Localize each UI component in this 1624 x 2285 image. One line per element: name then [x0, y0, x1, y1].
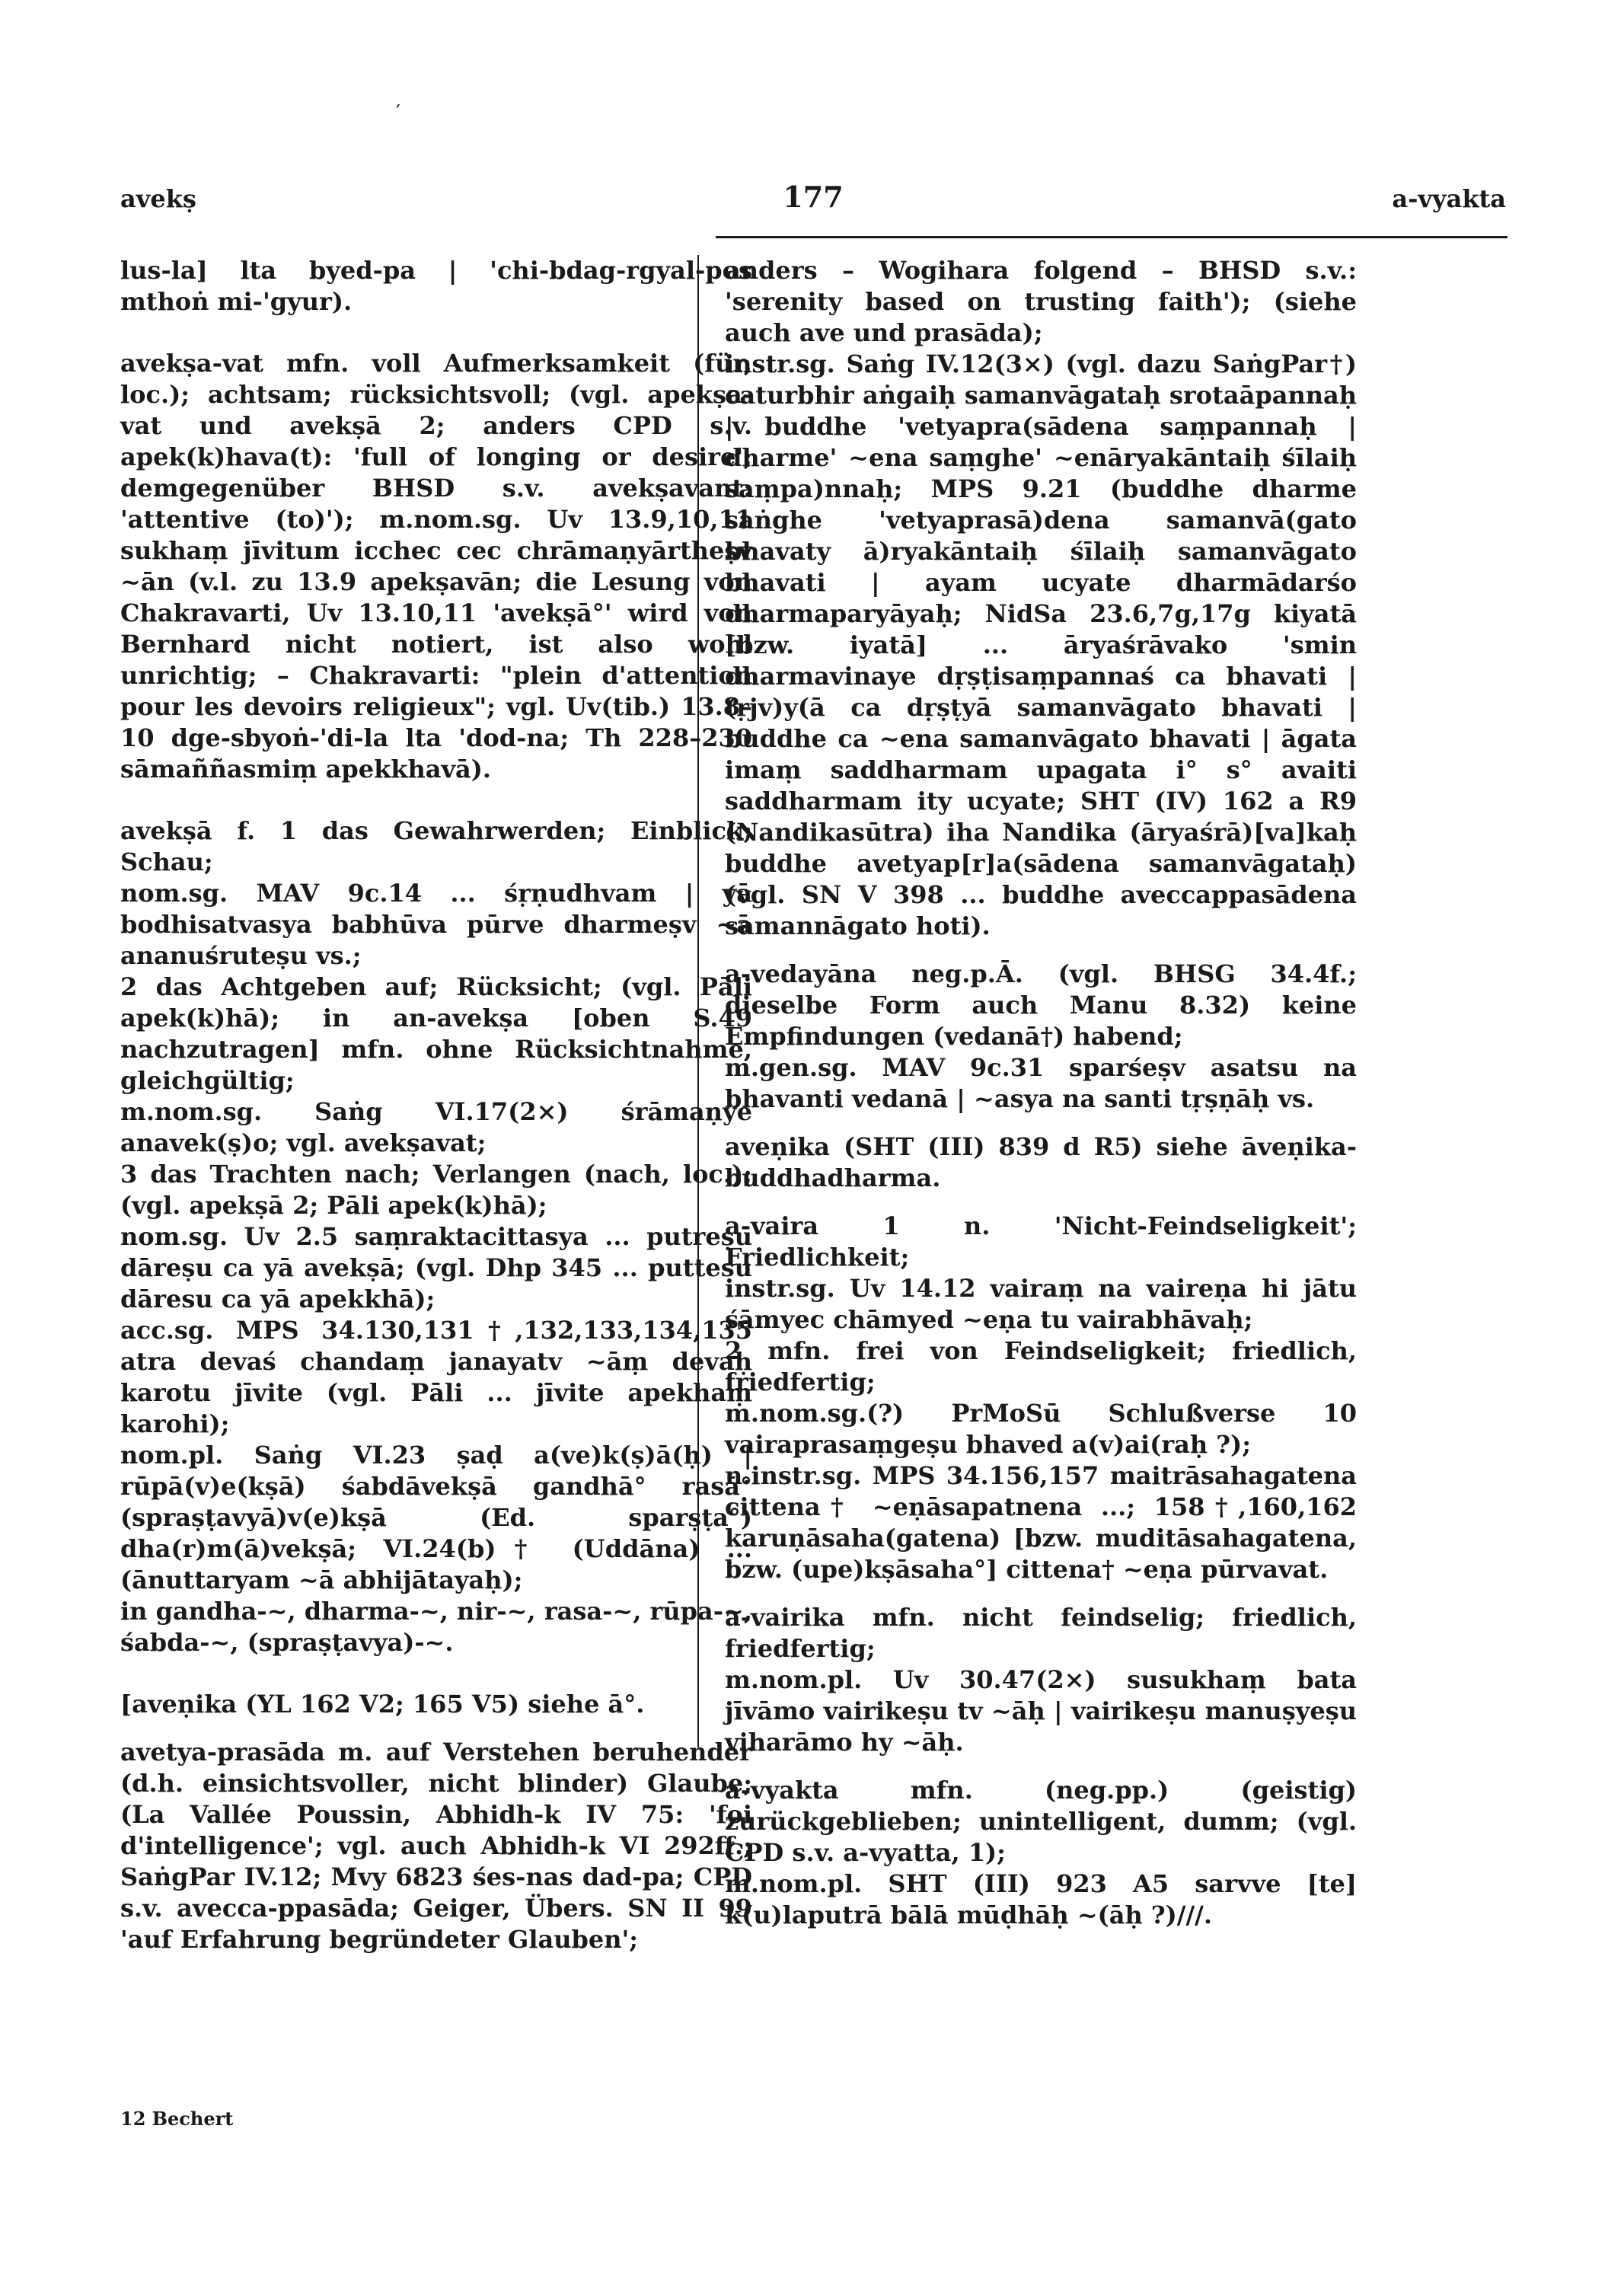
left-running-headword: avekṣ — [120, 184, 196, 213]
entry-avetya-prasāda: avetya-prasāda m. auf Verstehen beruhender (d.h. einsichtsvoller, nicht blinder) Glaube; (La Vallée Poussin, Abhidh-k IV 75: 'foi d'intelligence'; vgl. auch Abhidh-k VI 292ff.; SaṅgPar IV.12; Mvy 6823 śes-nas dad-pa; CPD s.v. avecca-ppasāda; Geiger, Übers. SN II 99 'auf Erfahrung begründeter Glauben'; — [120, 1738, 752, 1954]
entry-paragraph: acc.sg. MPS 34.130,131†,132,133,134,135 atra devaś chandaṃ janayatv ~āṃ devaḥ karotu jīvite (vgl. Pāli ... jīvite apekhaṃ karohi); — [120, 1316, 752, 1438]
entry-paragraph: nom.sg. MAV 9c.14 ... śṛṇudhvam | yā bodhisatvasya babhūva pūrve dharmeṣv ~ā ananuśruteṣu vs.; — [120, 879, 752, 970]
entry-paragraph: instr.sg. Uv 14.12 vairaṃ na vaireṇa hi jātu śāmyec chāmyed ~eṇa tu vairabhāvaḥ; — [725, 1274, 1357, 1334]
entry-paragraph: m.nom.pl. Uv 30.47(2×) susukhaṃ bata jīvāmo vairikeṣu tv ~āḥ | vairikeṣu manuṣyeṣu viharāmo hy ~āḥ. — [725, 1665, 1357, 1757]
column-divider — [697, 255, 699, 1747]
entry-paragraph: m.gen.sg. MAV 9c.31 sparśeṣv asatsu na bhavanti vedanā | ~asya na santi tṛṣṇāḥ vs. — [725, 1053, 1357, 1113]
signature-mark: 12 Bechert — [120, 2108, 234, 2130]
entry-paragraph: m.nom.sg. Saṅg VI.17(2×) śrāmaṇye anavek(ṣ)o; vgl. avekṣavat; — [120, 1097, 752, 1157]
entry-paragraph: anders – Wogihara folgend – BHSD s.v.: 'serenity based on trusting faith'); (siehe auch ave und prasāda); — [725, 256, 1357, 347]
entry-paragraph: m.nom.sg.(?) PrMoSū Schlußverse 10 vairaprasaṃgeṣu bhaved a(v)ai(raḥ ?); — [725, 1399, 1357, 1459]
entry-avekṣā: avekṣā f. 1 das Gewahrwerden; Einblick; Schau; — [120, 816, 752, 876]
stray-mark: ′ — [396, 101, 400, 124]
right-column — [725, 255, 1357, 1931]
entry-paragraph: in gandha-~, dharma-~, nir-~, rasa-~, rūpa-~, śabda-~, (spraṣṭavya)-~. — [120, 1597, 752, 1657]
entry-paragraph: 3 das Trachten nach; Verlangen (nach, loc.); (vgl. apekṣā 2; Pāli apek(k)hā); — [120, 1160, 752, 1220]
entry-a-vairika: a-vairika mfn. nicht feindselig; friedlich, friedfertig; — [725, 1603, 1357, 1663]
entry-paragraph: n.instr.sg. MPS 34.156,157 maitrāsahagatena cittena† ~eṇāsapatnena ...; 158†,160,162 karuṇāsaha(gatena) [bzw. muditāsahagatena, bzw. (upe)kṣāsaha°] cittena† ~eṇa pūrvavat. — [725, 1461, 1357, 1584]
entry-paragraph: lus-la] lta byed-pa | 'chi-bdag-rgyal-pos mthoṅ mi-'gyur). — [120, 256, 752, 316]
entry-paragraph: m.nom.pl. SHT (III) 923 A5 sarvve [te] k(u)laputrā bālā mūḍhāḥ ~(āḥ ?)///. — [725, 1869, 1357, 1929]
entry-a-vedayāna: a-vedayāna neg.p.Ā. (vgl. BHSG 34.4f.; dieselbe Form auch Manu 8.32) keine Empfindungen (vedanā†) habend; — [725, 959, 1357, 1051]
entry-paragraph: instr.sg. Saṅg IV.12(3×) (vgl. dazu SaṅgPar†) caturbhir aṅgaiḥ samanvāgataḥ srotaāpannaḥ | buddhe 'vetyapra(sādena saṃpannaḥ | dharme' ~ena saṃghe' ~enāryakāntaiḥ śīlaiḥ saṃpa)nnaḥ; MPS 9.21 (buddhe dharme saṅghe 'vetyaprasā)dena samanvā(gato bhavaty ā)ryakāntaiḥ śīlaiḥ samanvāgato bhavati | ayam ucyate dharmādarśo dharmaparyāyaḥ; NidSa 23.6,7g,17g kiyatā [bzw. iyatā] ... āryaśrāvako 'smin dharmavinaye dṛṣṭisaṃpannaś ca bhavati | (ṛjv)y(ā ca dṛṣṭyā samanvāgato bhavati | buddhe ca ~ena samanvāgato bhavati | āgata imaṃ saddharmam upagata i° s° avaiti saddharmam ity ucyate; SHT (IV) 162 a R9 (Nandikasūtra) iha Nandika (āryaśrā)[va]kaḥ buddhe avetyap[r]a(sādena samanvāgataḥ) (vgl. SN V 398 ... buddhe aveccappasādena samannāgato hoti). — [725, 349, 1357, 940]
right-running-headword: a-vyakta — [1392, 184, 1506, 213]
entry-aveṇika: aveṇika (SHT (III) 839 d R5) siehe āveṇika-buddhadharma. — [725, 1132, 1357, 1192]
entry-paragraph: 2 das Achtgeben auf; Rücksicht; (vgl. Pāli apek(k)hā); in an-avekṣa [oben S.49 nachzutragen] mfn. ohne Rücksichtnahme, gleichgültig; — [120, 972, 752, 1095]
header-rule — [716, 236, 1508, 238]
entry-a-vaira: a-vaira 1 n. 'Nicht-Feindseligkeit'; Friedlichkeit; — [725, 1211, 1357, 1272]
entry-a-vyakta: a-vyakta mfn. (neg.pp.) (geistig) zurückgeblieben; unintelligent, dumm; (vgl. CPD s.v. a-vyatta, 1); — [725, 1776, 1357, 1867]
entry-avekṣa-vat: avekṣa-vat mfn. voll Aufmerksamkeit (für, loc.); achtsam; rücksichtsvoll; (vgl. apekṣa-vat und avekṣā 2; anders CPD s.v. apek(k)hava(t): 'full of longing or desire'; demgegenüber BHSD s.v. avekṣavant: 'attentive (to)'); m.nom.sg. Uv 13.9,10,11 sukhaṃ jīvitum icchec cec chrāmaṇyārtheṣv ~ān (v.l. zu 13.9 apekṣavān; die Lesung von Chakravarti, Uv 13.10,11 'avekṣā°' wird von Bernhard nicht notiert, ist also wohl unrichtig; – Chakravarti: "plein d'attention pour les devoirs religieux"; vgl. Uv(tib.) 13.8–10 dge-sbyoṅ-'di-la lta 'dod-na; Th 228–230 sāmaññasmiṃ apekkhavā). — [120, 349, 752, 783]
running-header — [120, 180, 1506, 230]
entry-paragraph: nom.pl. Saṅg VI.23 ṣaḍ a(ve)k(ṣ)ā(ḥ) | rūpā(v)e(kṣā) śabdāvekṣā gandhā° rasā° (spraṣṭavyā)v(e)kṣā (Ed. sparṣṭa°) dha(r)m(ā)vekṣā; VI.24(b)† (Uddāna) ... (ānuttaryam ~ā abhijātayaḥ); — [120, 1441, 752, 1594]
entry-paragraph: nom.sg. Uv 2.5 saṃraktacittasya ... putreṣu dāreṣu ca yā avekṣā; (vgl. Dhp 345 ... puttesu dāresu ca yā apekkhā); — [120, 1222, 752, 1313]
left-column — [120, 255, 752, 1955]
page-number: 177 — [783, 180, 844, 214]
entry-paragraph: 2 mfn. frei von Feindseligkeit; friedlich, friedfertig; — [725, 1336, 1357, 1396]
entry-aveṇika: [aveṇika (YL 162 V2; 165 V5) siehe ā°. — [120, 1690, 645, 1719]
